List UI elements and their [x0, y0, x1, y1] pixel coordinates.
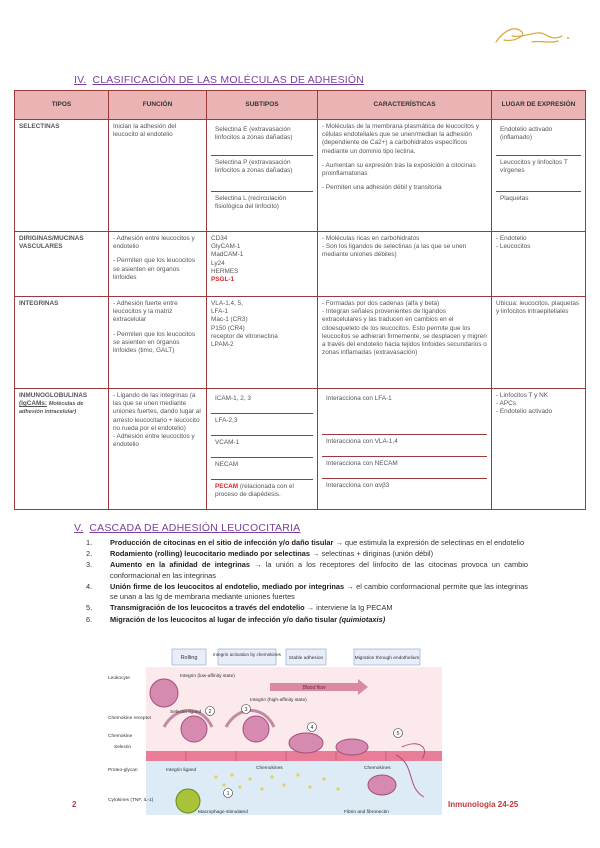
lugar-selectinas [492, 120, 586, 232]
label-selectin-ligand: Selectin ligand [170, 710, 202, 715]
igcams-desc: Moléculas de adhesión intracelular) [19, 401, 84, 416]
funcion-integrinas [109, 297, 207, 389]
lugar-item: - Leucocitos [496, 243, 531, 251]
adhesion-cascade-steps [86, 538, 528, 626]
stage-migration: Migration through endothelium [354, 656, 420, 661]
subtipos-integrinas [207, 297, 318, 389]
tipo-integrinas: INTEGRINAS [15, 297, 109, 389]
leukocyte-cell [150, 679, 178, 707]
header-funcion: FUNCIÓN [109, 91, 207, 120]
section-v-title [74, 522, 300, 534]
cascade-step: 1. Producción de citocinas en el sitio de infección y/o daño tisular → que estimula la expresión de selectinas en el endotelio [86, 538, 525, 547]
caracteristicas-selectinas [318, 120, 492, 232]
header-subtipos: SUBTIPOS [207, 91, 318, 120]
header-caracteristicas: CARACTERÍSTICAS [318, 91, 492, 120]
label-fibrin: Fibrin and fibronectin [344, 810, 389, 815]
leukocyte-cell [243, 716, 269, 742]
caracteristicas-diriginas [318, 232, 492, 297]
stage-rolling: Rolling [180, 655, 198, 661]
table-row-selectinas [15, 120, 586, 232]
cascade-step: 5. Transmigración de los leucocitos a través del endotelio → interviene la Ig PECAM [86, 603, 393, 613]
leukocyte-cell [336, 739, 368, 755]
cascade-step: 2. Rodamiento (rolling) leucocitario mediado por selectinas → selectinas + diriginas (unión débil) [86, 549, 434, 559]
figure-step-4: 4 [310, 725, 314, 731]
funcion-inmunoglobulinas [109, 389, 207, 510]
stage-stable-adhesion: Stable adhesion [288, 656, 324, 661]
footer-course: Inmunología 24-25 [448, 800, 519, 809]
lugar-item: - Endotelio [496, 235, 527, 242]
label-chemokines-2: Chemokines [364, 766, 391, 771]
funcion-item: - Ligando de las integrinas (a las que se unen mediante uniones fuertes, dando lugar al arresto leucocitario + leucocito no rueda por el endotelio) [113, 392, 201, 432]
cascade-step: 3. Aumento en la afinidad de integrinas → la unión a los receptores del linfocito de las citocinas provoca un cambio conformacional en las integrinas [86, 560, 528, 580]
label-macrophage: Macrophage stimulated [198, 810, 248, 815]
igcams-abbrev: (IgCAMs: [19, 400, 48, 408]
stage-integrin-activation: Integrin activation by chemokines [213, 652, 281, 657]
pecam-label: PECAM [215, 483, 239, 490]
blood-flow-label: Blood flow [302, 685, 326, 691]
caracteristica-item: - Son los ligandos de selectinas (a las que se unen mediante uniones débiles) [322, 243, 467, 259]
subtipo-item: P150 (CR4) [211, 324, 245, 332]
subtipo-psgl1: PSGL-1 [211, 275, 235, 283]
lugar-diriginas [492, 232, 586, 297]
funcion-item: - Permiten que los leucocitos se asienten en órganos linfoides [113, 257, 196, 281]
subtipo-item: MadCAM-1 [211, 251, 244, 259]
leukocyte-cell [181, 716, 207, 742]
figure-step-2: 2 [208, 709, 212, 715]
subtipo-item: LPAM-2 [211, 340, 234, 348]
table-row-inmunoglobulinas [15, 389, 586, 510]
caracteristica-item: Interacciona con NECAM [322, 457, 487, 479]
tipo-selectinas: SELECTINAS [15, 120, 109, 232]
caracteristica-item: Interacciona con VLA-1,4 [322, 435, 487, 457]
macrophage-cell [176, 789, 200, 813]
label-selectin: Selectin [114, 745, 132, 750]
subtipo-item: VLA-1,4, 5, [211, 300, 243, 307]
subtipo-item: Ly24 [211, 259, 225, 267]
caracteristicas-integrinas [318, 297, 492, 389]
subtipo-pecam [211, 480, 313, 506]
pecam-desc: (relacionada con el proceso de diapédesis. [215, 483, 294, 499]
caracteristicas-inmunoglobulinas [318, 389, 492, 510]
adhesion-cascade-figure [106, 647, 442, 815]
tipo-diriginas: DIRIGINAS/MUCINAS VASCULARES [15, 232, 109, 297]
header-lugar: LUGAR DE EXPRESIÓN [492, 91, 586, 120]
subtipo-selectina-p: Selectina P (extravasación linfocitos a zonas dañadas) [211, 156, 313, 192]
lugar-item: Plaquetas [500, 195, 529, 202]
section-iv-number: IV. [74, 74, 87, 86]
leukocyte-cell [368, 775, 396, 795]
funcion-diriginas [109, 232, 207, 297]
subtipo-item: CD34 [211, 235, 228, 242]
label-chemokine: Chemokine [108, 734, 133, 739]
section-iv-title [74, 74, 364, 86]
cascade-step: 6. Migración de los leucocitos al lugar de infección y/o daño tisular (quimiotaxis) [86, 614, 386, 624]
lugar-item: - APCs [496, 400, 516, 408]
subtipo-lfa: LFA-2,3 [211, 414, 313, 436]
caracteristica-item: - Permiten una adhesión débil y transitoria [322, 184, 442, 192]
label-integrin-low: Integrin (low-affinity state) [180, 674, 235, 679]
subtipo-selectina-l: Selectina L (recirculación fisiológica del linfocito) [215, 195, 287, 211]
funcion-item: - Adhesión entre leucocitos y endotelio [113, 432, 195, 449]
lugar-integrinas: Ubicua: leucocitos, plaquetas y linfocitos intraepiteliales [492, 297, 586, 389]
funcion-selectinas: Inician la adhesión del leucocito al endotelio [109, 120, 207, 232]
caracteristica-item: - Integran señales provenientes de ligandos extracelulares y las traducen en cambios en el citoesqueleto de los leucocitos. Esto permite que los leucocitos se adhieran firmemente, se desplacen y migren a través del endotelio hacia tejidos linfoides secundarios o zonas inflamadas (extravasación) [322, 308, 487, 357]
signature-mark [492, 20, 572, 52]
subtipo-item: HERMES [211, 267, 239, 275]
tipo-inmunoglobulinas [15, 389, 109, 510]
subtipos-diriginas [207, 232, 318, 297]
subtipos-inmunoglobulinas [207, 389, 318, 510]
funcion-item: - Adhesión entre leucocitos y endotelio [113, 235, 195, 251]
lugar-item: - Linfocitos T y NK [496, 392, 548, 399]
caracteristica-item: - Moléculas ricas en carbohidratos [322, 235, 420, 242]
label-proteoglycan: Proteo-glycan [108, 768, 138, 773]
caracteristica-item: - Aumentan su expresión tras la exposición a citocinas proinflamatorias [322, 161, 476, 177]
funcion-item: - Permiten que los leucocitos se asienten en órganos linfoides (timo, GALT) [113, 330, 196, 354]
subtipos-selectinas [207, 120, 318, 232]
stage-headers [172, 649, 420, 665]
caracteristica-item: - Formadas por dos cadenas (alfa y beta) [322, 300, 440, 307]
table-row-diriginas [15, 232, 586, 297]
caracteristica-item: Interacciona con ⍺vβ3 [326, 482, 390, 489]
table-row-integrinas [15, 297, 586, 389]
leukocyte-cell [289, 733, 323, 753]
table-header-row [15, 91, 586, 120]
funcion-item: - Adhesión fuerte entre leucocitos y la matriz extracelular [113, 300, 178, 324]
subtipo-item: GlyCAM-1 [211, 243, 241, 251]
subtipo-item: LFA-1 [211, 308, 229, 316]
section-v-number: V. [74, 522, 84, 534]
subtipo-item: receptor de vitronectina [211, 332, 278, 340]
label-integrin-ligand: Integrin ligand [166, 768, 197, 773]
lugar-item: Endotelio activado (inflamado) [496, 123, 581, 156]
figure-step-3: 3 [244, 707, 248, 713]
label-leukocyte: Leukocyte [108, 676, 130, 681]
subtipo-item: Mac-1 (CR3) [211, 316, 248, 324]
section-iv-heading: CLASIFICACIÓN DE LAS MOLÉCULAS DE ADHESIÓN [92, 74, 365, 86]
tipo-label: INMUNOGLOBULINAS [19, 392, 88, 399]
header-tipos: TIPOS [15, 91, 109, 120]
lugar-item: - Endotelio activado [496, 408, 553, 416]
adhesion-molecules-table [14, 90, 586, 510]
caracteristica-item: Interacciona con LFA-1 [322, 392, 487, 435]
figure-step-1: 1 [226, 791, 230, 797]
label-chemokine-receptor: Chemokine receptor [108, 716, 152, 721]
lugar-item: Leucocitos y linfocitos T vírgenes [496, 156, 581, 192]
subtipo-vcam: VCAM-1 [211, 436, 313, 458]
figure-step-5: 5 [396, 731, 400, 737]
label-chemokines: Chemokines [256, 766, 283, 771]
lugar-inmunoglobulinas [492, 389, 586, 510]
cascade-step: 4. Unión firme de los leucocitos al endotelio, mediado por integrinas → el cambio conformacional permite que las integrinas se unan a las Ig de membrana mediante uniones fuertes [86, 581, 528, 602]
section-v-heading: CASCADA DE ADHESIÓN LEUCOCITARIA [89, 522, 301, 534]
subtipo-icam: ICAM-1, 2, 3 [211, 392, 313, 414]
subtipo-selectina-e: Selectina E (extravasación linfocitos a zonas dañadas) [211, 123, 313, 156]
page-number: 2 [72, 800, 77, 809]
label-cytokines: Cytokines (TNF, IL-1) [108, 798, 154, 803]
caracteristica-item: - Moléculas de la membrana plasmática de leucocitos y células endoteliales que se unen/median la adhesión (dependiente de Ca2+) a carbohidratos específicos mediante un dominio tipo lectina. [322, 123, 479, 155]
label-integrin-high: Integrin (high-affinity state) [250, 698, 307, 703]
subtipo-necam: NECAM [211, 458, 313, 480]
